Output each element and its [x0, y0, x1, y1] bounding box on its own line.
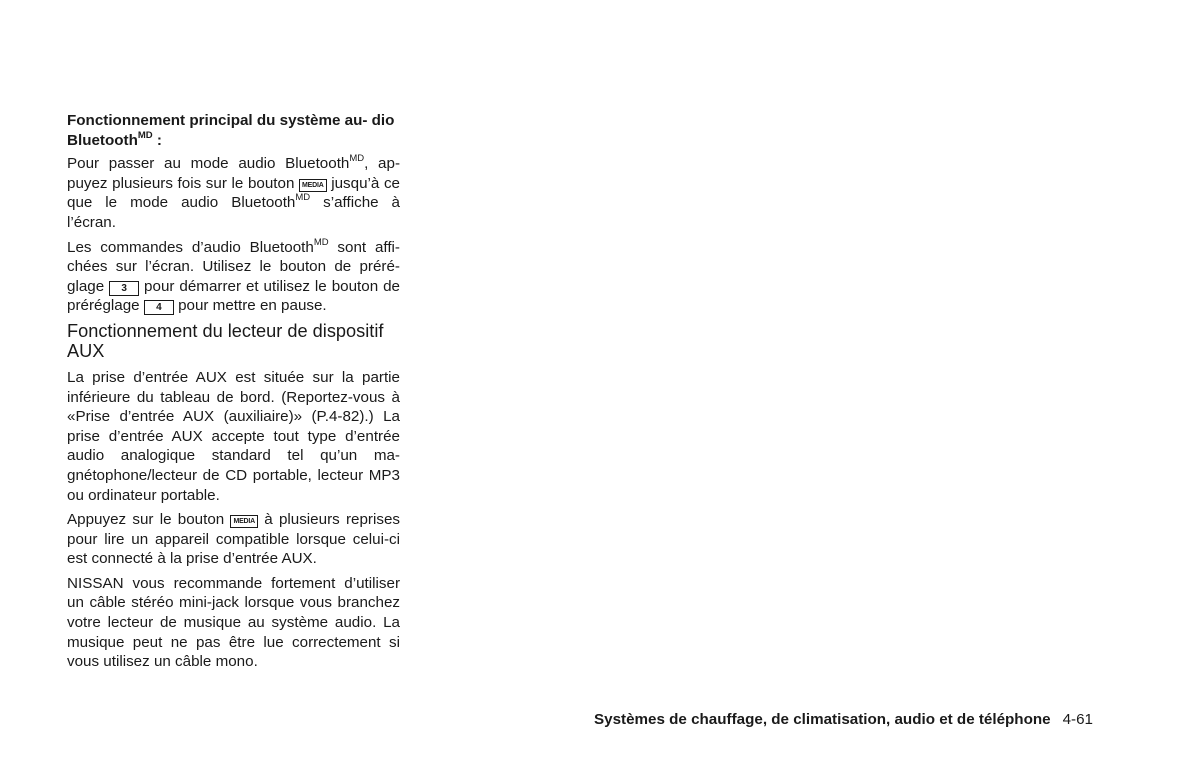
text-run: Pour passer au mode audio Bluetooth — [67, 155, 350, 173]
paragraph-bluetooth-controls — [67, 238, 400, 316]
paragraph-aux-recommendation: NISSAN vous recommande fortement d’utiliser un câble stéréo mini-jack lorsque vous branchez votre lecteur de musique au système audio. La musique peut ne pas être lue correctement si vous utilisez un câble mono. — [67, 574, 400, 671]
text-run: s’affiche à l’écran. — [67, 194, 401, 231]
superscript-md: MD — [313, 236, 329, 248]
preset-button-3-icon: 3 — [109, 281, 139, 296]
section-heading-bluetooth — [67, 111, 400, 150]
text-run: pour mettre en pause. — [173, 297, 327, 315]
paragraph-aux-media — [67, 510, 400, 569]
superscript-md: MD — [349, 153, 365, 165]
paragraph-bluetooth-mode — [67, 154, 400, 232]
paragraph-aux-location: La prise d’entrée AUX est située sur la partie inférieure du tableau de bord. (Reportez-vous à «Prise d’entrée AUX (auxiliaire)» (P.4-82).) La prise d’entrée AUX accepte tout type d’entrée audio analogique standard tel qu’un ma- gnétophone/lecteur de CD portable, lecteur MP3 ou ordinateur portable. — [67, 368, 400, 504]
page-number: 4-61 — [1062, 711, 1093, 728]
section-heading-aux: Fonctionnement du lecteur de dispositif AUX — [67, 320, 384, 362]
text-run: pour démarrer et utilisez le bouton de préréglage — [67, 277, 400, 315]
text-run: Appuyez sur le bouton — [67, 511, 231, 529]
text-run: Les commandes d’audio Bluetooth — [67, 238, 314, 256]
text-run: sont affi- chées sur l’écran. Utilisez le bouton de préré- glage — [67, 238, 400, 295]
preset-button-4-icon: 4 — [144, 300, 174, 315]
media-button-icon: MEDIA — [299, 179, 327, 192]
heading-tail: : — [152, 131, 162, 149]
text-run: , ap- puyez plusieurs fois sur le bouton — [67, 155, 401, 192]
heading-text: Fonctionnement principal du système au- dio Bluetooth — [67, 112, 395, 149]
media-button-icon: MEDIA — [230, 515, 258, 528]
text-run: à plusieurs reprises pour lire un appareil compatible lorsque celui-ci est connecté à la prise d’entrée AUX. — [67, 511, 400, 568]
chapter-title: Systèmes de chauffage, de climatisation, audio et de téléphone — [594, 711, 1051, 728]
superscript-md: MD — [137, 129, 153, 141]
superscript-md: MD — [295, 192, 311, 204]
text-column — [67, 111, 400, 677]
text-run: jusqu’à ce que le mode audio Bluetooth — [67, 174, 400, 212]
page-footer — [594, 710, 1093, 730]
